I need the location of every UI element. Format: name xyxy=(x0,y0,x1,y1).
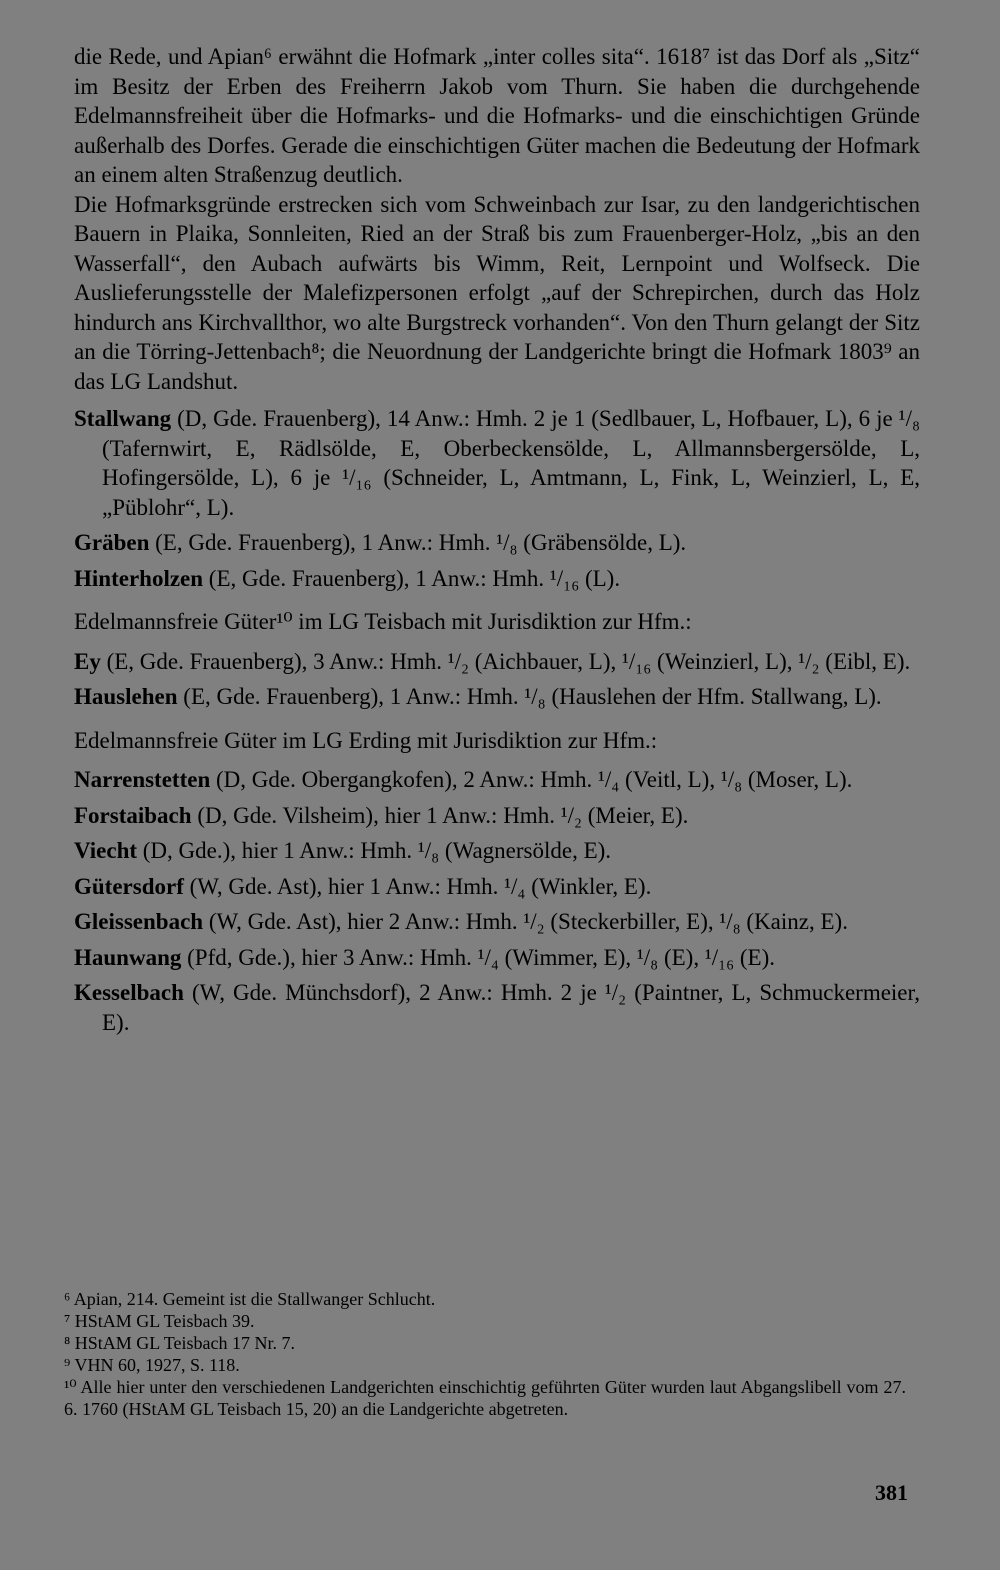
footnote: ¹⁰ Alle hier unter den verschiedenen Landgerichten einschichtig geführten Güter wurden laut Abgangslibell vom 27. 6. 1760 (HStAM GL Teisbach 15, 20) an die Landgerichte abgetreten. xyxy=(64,1377,906,1419)
paragraph-hofmark-history: die Rede, und Apian⁶ erwähnt die Hofmark „inter colles sita“. 1618⁷ ist das Dorf als „Sitz“ im Besitz der Erben des Freiherrn Jakob vom Thurn. Sie haben die durchgehende Edelmannsfreiheit über die Hofmarks- und die Hofmarks- und die einschichtigen Gründe außerhalb des Dorfes. Gerade die einschichtigen Güter machen die Bedeutung der Hofmark an einem alten Straßenzug deutlich. xyxy=(74,44,920,187)
entry-text: (D, Gde.), hier 1 Anw.: Hmh. ¹/₈ (Wagnersölde, E). xyxy=(137,838,612,863)
entry-text: (W, Gde. Ast), hier 2 Anw.: Hmh. ¹/₂ (Steckerbiller, E), ¹/₈ (Kainz, E). xyxy=(203,909,848,934)
section-heading-erding: Edelmannsfreie Güter im LG Erding mit Jurisdiktion zur Hfm.: xyxy=(74,727,658,753)
entry-name: Ey xyxy=(74,648,101,674)
entry-viecht xyxy=(74,836,920,866)
paragraph-hofmark-grounds: Die Hofmarksgründe erstrecken sich vom Schweinbach zur Isar, zu den landgerichtischen Bauern in Plaika, Sonnleiten, Ried an der Straß bis zum Frauenberger-Holz, „bis an den Wasserfall“, den Aubach aufwärts bis Wimm, Reit, Lernpoint und Wolfseck. Die Auslieferungsstelle der Malefizpersonen erfolgt „auf der Schrepirchen, durch das Holz hindurch ans Kirchvallthor, wo alte Burgstreck vorhanden“. Von den Thurn gelangt der Sitz an die Törring-Jettenbach⁸; die Neuordnung der Landgerichte bringt die Hofmark 1803⁹ an das LG Landshut. xyxy=(74,191,920,394)
footnote: ⁹ VHN 60, 1927, S. 118. xyxy=(64,1355,240,1375)
entry-forstaibach xyxy=(74,801,920,831)
entry-ey xyxy=(74,647,920,677)
entry-name: Narrenstetten xyxy=(74,767,211,792)
entry-text: (Pfd, Gde.), hier 3 Anw.: Hmh. ¹/₄ (Wimmer, E), ¹/₈ (E), ¹/₁₆ (E). xyxy=(181,944,776,970)
entry-hinterholzen xyxy=(74,564,920,594)
entry-haunwang xyxy=(74,943,920,973)
entry-name: Haunwang xyxy=(74,944,182,970)
entry-text: (E, Gde. Frauenberg), 1 Anw.: Hmh. ¹/₁₆ (L). xyxy=(203,565,621,591)
entry-name: Hauslehen xyxy=(74,684,178,709)
entry-text: (D, Gde. Frauenberg), 14 Anw.: Hmh. 2 je 1 (Sedlbauer, L, Hofbauer, L), 6 je ¹/₈ (Tafernwirt, E, Rädlsölde, E, Oberbeckensölde, L, Allmannsbergersölde, L, Hofingersölde, L), 6 je ¹/₁₆ (Schneider, L, Amtmann, L, Fink, L, Weinzierl, L, E, „Püblohr“, L). xyxy=(102,406,920,520)
entry-text: (W, Gde. Münchsdorf), 2 Anw.: Hmh. 2 je ¹/₂ (Paintner, L, Schmuckermeier, E). xyxy=(102,980,920,1035)
entry-guetersdorf xyxy=(74,872,920,902)
entry-name: Gleissenbach xyxy=(74,909,204,934)
entry-name: Stallwang xyxy=(74,406,172,431)
footnote: ⁷ HStAM GL Teisbach 39. xyxy=(64,1311,255,1331)
entry-name: Forstaibach xyxy=(74,802,192,828)
entry-narrenstetten xyxy=(74,765,920,795)
main-text xyxy=(74,42,920,1043)
entry-text: (E, Gde. Frauenberg), 1 Anw.: Hmh. ¹/₈ (Gräbensölde, L). xyxy=(149,530,687,555)
entry-gleissenbach xyxy=(74,907,920,937)
entry-text: (E, Gde. Frauenberg), 3 Anw.: Hmh. ¹/₂ (Aichbauer, L), ¹/₁₆ (Weinzierl, L), ¹/₂ (Eibl, E). xyxy=(100,648,911,674)
entry-name: Viecht xyxy=(74,838,138,863)
entry-text: (W, Gde. Ast), hier 1 Anw.: Hmh. ¹/₄ (Winkler, E). xyxy=(183,873,652,899)
entry-stallwang xyxy=(74,404,920,522)
section-heading-teisbach: Edelmannsfreie Güter¹⁰ im LG Teisbach mit Jurisdiktion zur Hfm.: xyxy=(74,609,692,634)
entry-graeben xyxy=(74,528,920,558)
entry-name: Hinterholzen xyxy=(74,565,204,591)
entry-text: (D, Gde. Obergangkofen), 2 Anw.: Hmh. ¹/₄ (Veitl, L), ¹/₈ (Moser, L). xyxy=(210,767,853,792)
footnote: ⁸ HStAM GL Teisbach 17 Nr. 7. xyxy=(64,1333,296,1353)
footnote: ⁶ Apian, 214. Gemeint ist die Stallwanger Schlucht. xyxy=(64,1289,436,1309)
entry-kesselbach xyxy=(74,978,920,1037)
entry-hauslehen xyxy=(74,682,920,712)
entry-text: (E, Gde. Frauenberg), 1 Anw.: Hmh. ¹/₈ (Hauslehen der Hfm. Stallwang, L). xyxy=(177,684,882,709)
entry-name: Gütersdorf xyxy=(74,873,184,899)
page-number: 381 xyxy=(875,1480,908,1505)
footnotes xyxy=(64,1288,906,1420)
entry-name: Gräben xyxy=(74,530,150,555)
entry-name: Kesselbach xyxy=(74,980,184,1005)
entry-text: (D, Gde. Vilsheim), hier 1 Anw.: Hmh. ¹/₂ (Meier, E). xyxy=(191,802,689,828)
